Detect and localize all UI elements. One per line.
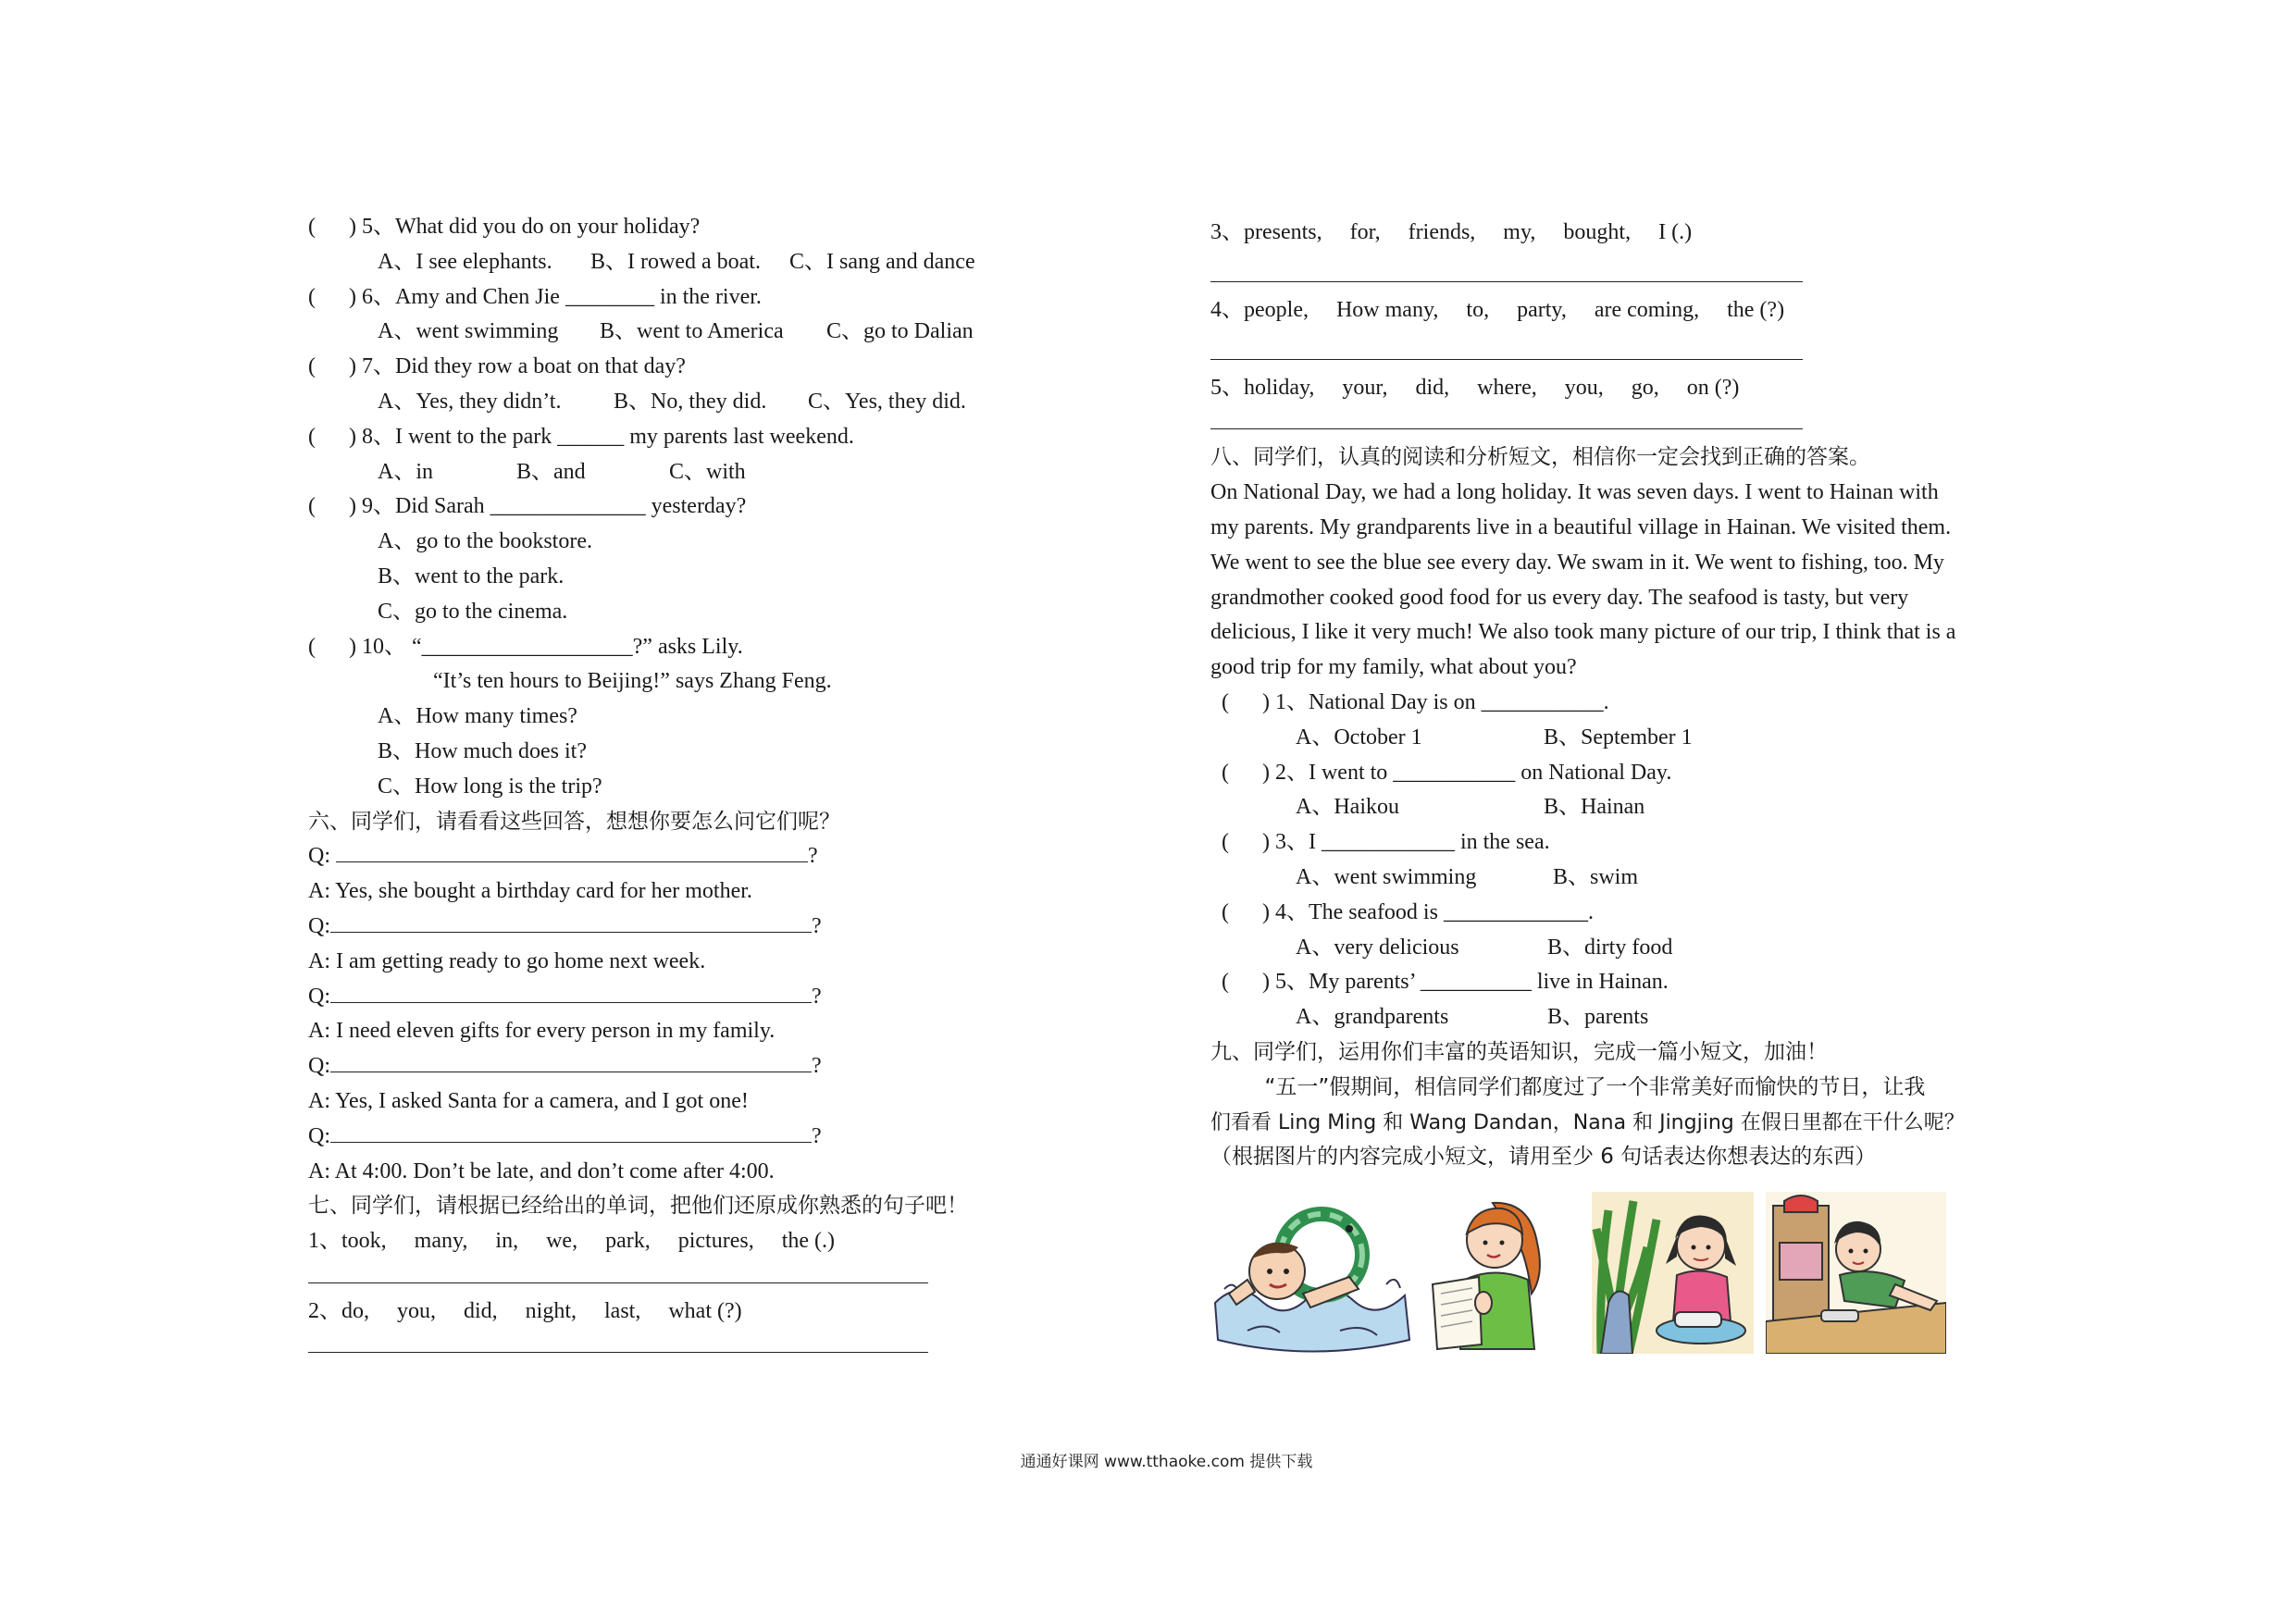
q-end: ? bbox=[812, 984, 822, 1009]
footer-source: 通通好课网 www.tthaoke.com 提供下载 bbox=[1020, 1453, 1313, 1471]
option-c: C、go to Dalian bbox=[826, 319, 974, 344]
question-8-options bbox=[308, 455, 900, 490]
question-9-option-c: C、go to the cinema. bbox=[378, 599, 568, 624]
question-line bbox=[308, 910, 900, 945]
question-10: ( ) 10、 “___________________?” asks Lily. bbox=[308, 634, 743, 659]
answer-blank[interactable] bbox=[330, 1053, 812, 1072]
question-line bbox=[308, 980, 900, 1015]
q-prefix: Q: bbox=[308, 984, 330, 1009]
word-order-item-4: 4、people, How many, to, party, are coming, the (?) bbox=[1210, 297, 1785, 322]
answer-blank[interactable] bbox=[330, 913, 812, 933]
left-column bbox=[308, 210, 975, 1364]
option-a: A、October 1 bbox=[1296, 725, 1422, 750]
answer-rule[interactable] bbox=[308, 1259, 900, 1295]
question-10-option-a: A、How many times? bbox=[378, 704, 577, 729]
passage-line: On National Day, we had a long holiday. It was seven days. I went to Hainan with bbox=[1210, 480, 1939, 505]
answer-blank[interactable] bbox=[330, 984, 812, 1003]
passage-line: grandmother cooked good food for us every day. The seafood is tasty, but very bbox=[1210, 585, 1909, 610]
reading-girl-picture bbox=[1428, 1192, 1548, 1354]
q-end: ? bbox=[812, 1123, 822, 1148]
question-line bbox=[308, 1049, 900, 1084]
reading-question-4: ( ) 4、The seafood is _____________. bbox=[1222, 899, 1594, 924]
answer-rule[interactable] bbox=[1210, 405, 2025, 440]
q-end: ? bbox=[812, 1054, 822, 1079]
option-b: B、I rowed a boat. bbox=[590, 249, 761, 274]
cleaning-girl-picture bbox=[1766, 1192, 1946, 1354]
reading-question-1-options bbox=[1210, 721, 2025, 756]
option-b: B、parents bbox=[1547, 1005, 1649, 1030]
reading-question-2: ( ) 2、I went to ___________ on National Day. bbox=[1222, 760, 1672, 785]
section-9-intro-1: “五一”假期间，相信同学们都度过了一个非常美好而愉快的节日，让我 bbox=[1210, 1074, 1926, 1099]
question-8: ( ) 8、I went to the park ______ my parents last weekend. bbox=[308, 424, 854, 449]
question-line bbox=[308, 839, 900, 874]
question-6: ( ) 6、Amy and Chen Jie ________ in the river. bbox=[308, 284, 762, 309]
question-5-options bbox=[308, 245, 975, 280]
right-column bbox=[1210, 216, 2025, 1175]
option-a: A、grandparents bbox=[1296, 1005, 1449, 1030]
option-a: A、I see elephants. bbox=[378, 249, 552, 274]
option-c: C、Yes, they did. bbox=[808, 389, 966, 414]
section-6-title: 六、同学们，请看看这些回答，想想你要怎么问它们呢？ bbox=[308, 809, 840, 834]
option-a: A、very delicious bbox=[1296, 935, 1459, 960]
passage-line: good trip for my family, what about you? bbox=[1210, 655, 1577, 680]
option-c: C、with bbox=[669, 459, 746, 484]
question-7-options bbox=[308, 385, 966, 420]
word-order-item-2: 2、do, you, did, night, last, what (?) bbox=[308, 1298, 742, 1323]
q-prefix: Q: bbox=[308, 1054, 330, 1079]
question-10-quote: “It’s ten hours to Beijing!” says Zhang Feng. bbox=[433, 669, 832, 694]
option-b: B、September 1 bbox=[1544, 725, 1693, 750]
option-b: B、Hainan bbox=[1544, 795, 1645, 820]
answer-3: A: I need eleven gifts for every person in my family. bbox=[308, 1019, 776, 1044]
option-a: A、went swimming bbox=[378, 319, 559, 344]
swimming-boy-picture bbox=[1210, 1192, 1419, 1354]
word-order-item-5: 5、holiday, your, did, where, you, go, on (?) bbox=[1210, 375, 1740, 400]
question-line bbox=[308, 1120, 900, 1155]
answer-1: A: Yes, she bought a birthday card for her mother. bbox=[308, 879, 752, 904]
question-9: ( ) 9、Did Sarah ______________ yesterday? bbox=[308, 494, 747, 519]
passage-line: delicious, I like it very much! We also took many picture of our trip, I think that is a bbox=[1210, 620, 1956, 645]
answer-4: A: Yes, I asked Santa for a camera, and I got one! bbox=[308, 1088, 749, 1113]
reading-question-3: ( ) 3、I ____________ in the sea. bbox=[1222, 830, 1550, 855]
question-9-option-a: A、go to the bookstore. bbox=[378, 529, 592, 554]
holiday-pictures bbox=[1210, 1192, 1979, 1354]
reading-question-1: ( ) 1、National Day is on ___________. bbox=[1222, 689, 1609, 714]
option-b: B、went to America bbox=[600, 319, 784, 344]
q-prefix: Q: bbox=[308, 913, 330, 938]
passage-line: my parents. My grandparents live in a beautiful village in Hainan. We visited them. bbox=[1210, 514, 1952, 539]
option-c: C、I sang and dance bbox=[789, 249, 975, 274]
section-9-intro-2: 们看看 Ling Ming 和 Wang Dandan，Nana 和 Jingjing 在假日里都在干什么呢？ bbox=[1210, 1110, 1965, 1134]
passage-line: We went to see the blue see every day. We swam in it. We went to fishing, too. My bbox=[1210, 550, 1944, 575]
answer-rule[interactable] bbox=[1210, 328, 2025, 371]
section-7-title: 七、同学们，请根据已经给出的单词，把他们还原成你熟悉的句子吧！ bbox=[308, 1194, 968, 1219]
washing-clothes-girl-picture bbox=[1592, 1192, 1754, 1354]
question-7: ( ) 7、Did they row a boat on that day? bbox=[308, 354, 686, 379]
q-end: ? bbox=[808, 844, 818, 869]
answer-rule[interactable] bbox=[1210, 251, 2025, 293]
word-order-item-1: 1、took, many, in, we, park, pictures, the (.) bbox=[308, 1229, 836, 1254]
answer-blank[interactable] bbox=[330, 1123, 812, 1143]
option-b: B、and bbox=[516, 459, 586, 484]
question-9-option-b: B、went to the park. bbox=[378, 564, 565, 588]
reading-question-5-options bbox=[1210, 1000, 2025, 1035]
option-a: A、Yes, they didn’t. bbox=[378, 389, 562, 414]
option-a: A、in bbox=[378, 459, 433, 484]
reading-question-3-options bbox=[1210, 861, 2025, 896]
option-b: B、No, they did. bbox=[614, 389, 767, 414]
option-a: A、Haikou bbox=[1296, 795, 1399, 820]
word-order-item-3: 3、presents, for, friends, my, bought, I (.) bbox=[1210, 220, 1693, 244]
answer-blank[interactable] bbox=[336, 843, 808, 862]
section-9-title: 九、同学们，运用你们丰富的英语知识，完成一篇小短文，加油！ bbox=[1210, 1039, 1828, 1064]
option-b: B、dirty food bbox=[1547, 935, 1673, 960]
answer-2: A: I am getting ready to go home next week. bbox=[308, 948, 706, 973]
question-5: ( ) 5、What did you do on your holiday? bbox=[308, 215, 701, 239]
answer-rule[interactable] bbox=[308, 1330, 900, 1365]
reading-question-4-options bbox=[1210, 931, 2025, 966]
section-9-intro-3: （根据图片的内容完成小短文，请用至少 6 句话表达你想表达的东西） bbox=[1210, 1145, 1877, 1170]
question-10-option-b: B、How much does it? bbox=[378, 738, 587, 763]
question-10-option-c: C、How long is the trip? bbox=[378, 774, 602, 799]
q-prefix: Q: bbox=[308, 1123, 330, 1148]
option-a: A、went swimming bbox=[1296, 864, 1477, 889]
question-6-options bbox=[308, 315, 974, 350]
q-prefix: Q: bbox=[308, 844, 330, 869]
answer-5: A: At 4:00. Don’t be late, and don’t come after 4:00. bbox=[308, 1158, 775, 1183]
section-8-title: 八、同学们，认真的阅读和分析短文，相信你一定会找到正确的答案。 bbox=[1210, 445, 1870, 470]
reading-question-5: ( ) 5、My parents’ __________ live in Hainan. bbox=[1222, 970, 1669, 995]
q-end: ? bbox=[812, 913, 822, 938]
reading-question-2-options bbox=[1210, 790, 2025, 825]
option-b: B、swim bbox=[1553, 864, 1639, 889]
